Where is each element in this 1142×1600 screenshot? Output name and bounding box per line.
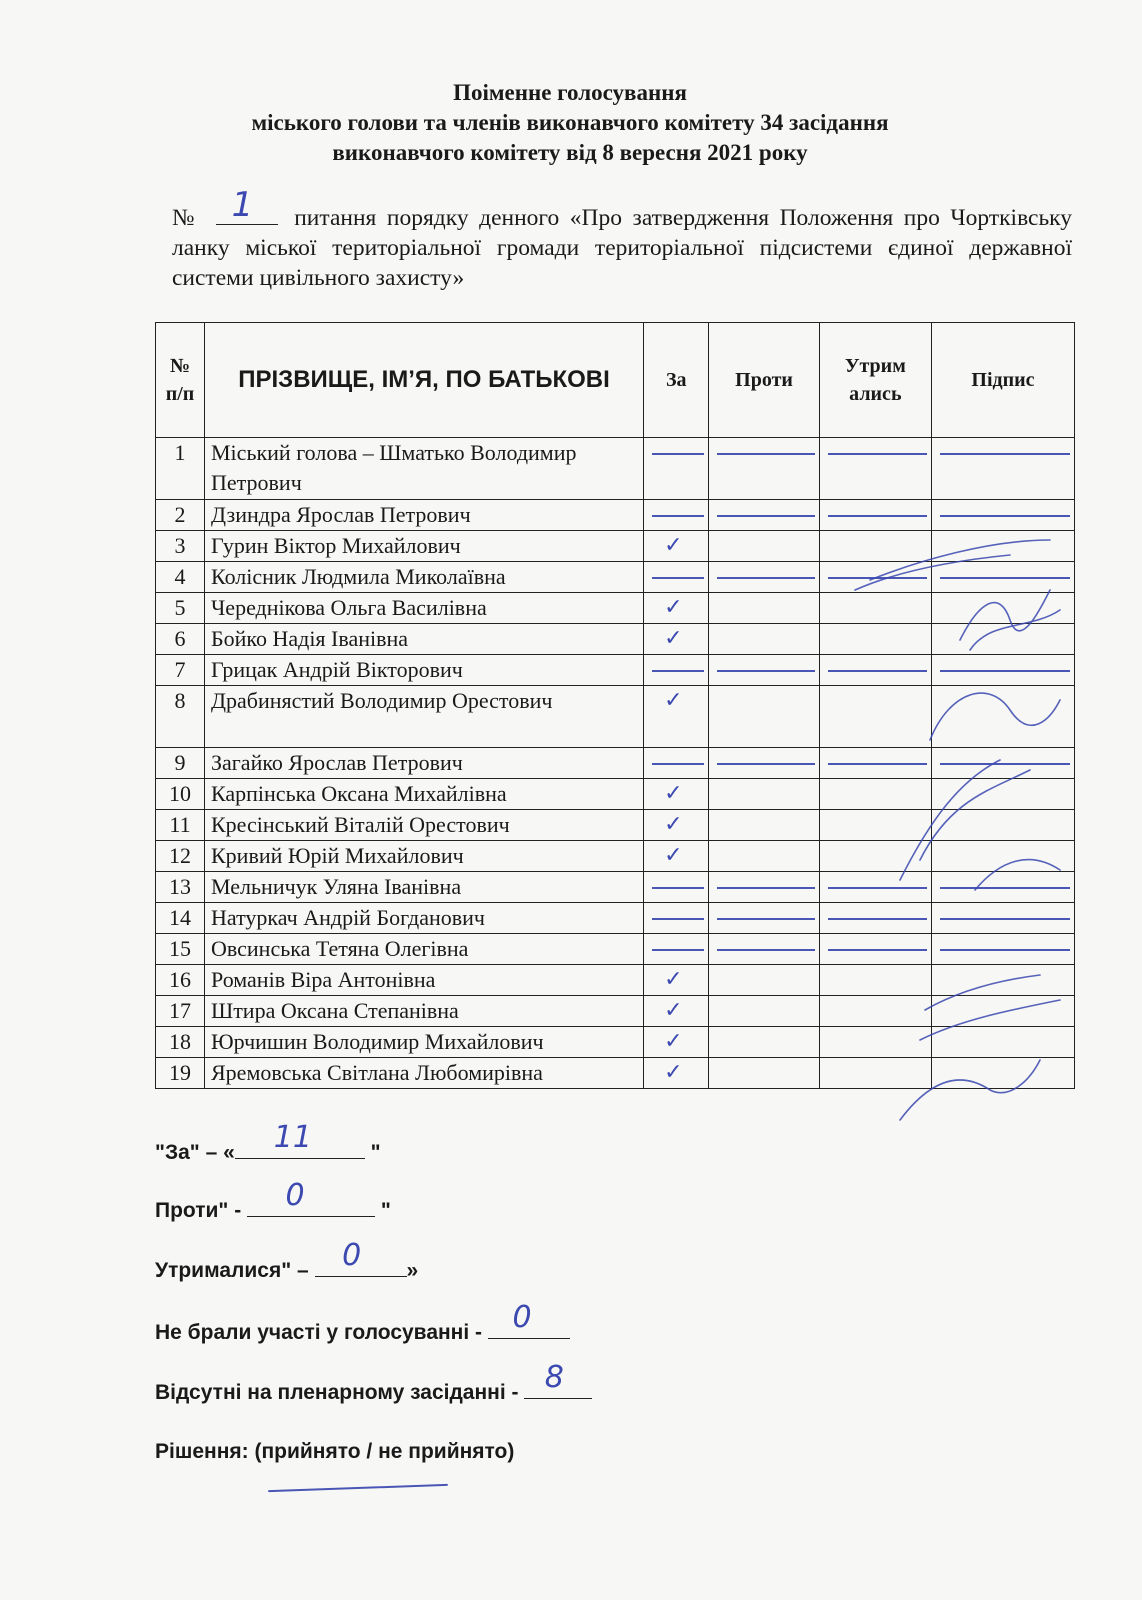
vote-for-cell [644, 965, 709, 996]
checkmark-icon: ✓ [664, 843, 683, 868]
table-row [156, 1027, 1075, 1058]
checkmark-icon: ✓ [664, 781, 683, 806]
absent-dash-line [652, 918, 704, 920]
row-number: 3 [156, 531, 205, 562]
member-name: Гурин Віктор Михайлович [205, 531, 644, 562]
vote-abstained-cell [819, 748, 931, 779]
summary-absent-value: 8 [544, 1360, 564, 1395]
vote-for-cell [644, 748, 709, 779]
vote-against-cell [709, 593, 819, 624]
table-row [156, 593, 1075, 624]
signature-cell [931, 841, 1074, 872]
signature-cell [931, 779, 1074, 810]
vote-for-cell [644, 500, 709, 531]
checkmark-icon: ✓ [664, 533, 683, 558]
vote-against-cell [709, 1058, 819, 1089]
signature-cell [931, 903, 1074, 934]
checkmark-icon: ✓ [664, 812, 683, 837]
signature-cell [931, 500, 1074, 531]
member-name: Драбинястий Володимир Орестович [205, 686, 644, 748]
summary-against-label: Проти" - [155, 1199, 248, 1222]
vote-for-cell [644, 903, 709, 934]
decision-underline-stroke [268, 1484, 448, 1492]
vote-for-cell [644, 841, 709, 872]
absent-dash-line [940, 918, 1070, 920]
vote-abstained-cell [819, 996, 931, 1027]
absent-dash-line [940, 763, 1070, 765]
summary-absent-blank [524, 1360, 592, 1399]
summary-against [155, 1178, 391, 1223]
vote-abstained-cell [819, 438, 931, 500]
absent-dash-line [828, 949, 927, 951]
signature-cell [931, 996, 1074, 1027]
summary-for-label: "За" – « [155, 1141, 235, 1164]
row-number: 15 [156, 934, 205, 965]
row-number: 8 [156, 686, 205, 748]
title-line-2: міського голови та членів виконавчого комітету 34 засідання [251, 110, 889, 135]
member-name: Дзиндра Ярослав Петрович [205, 500, 644, 531]
summary-absent-label: Відсутні на пленарному засіданні - [155, 1381, 525, 1404]
vote-for-cell [644, 934, 709, 965]
member-name: Юрчишин Володимир Михайлович [205, 1027, 644, 1058]
vote-for-cell [644, 562, 709, 593]
vote-for-cell [644, 810, 709, 841]
question-number-blank [216, 185, 278, 225]
absent-dash-line [717, 918, 814, 920]
vote-against-cell [709, 903, 819, 934]
vote-for-cell [644, 655, 709, 686]
vote-abstained-cell [819, 779, 931, 810]
member-name: Натуркач Андрій Богданович [205, 903, 644, 934]
absent-dash-line [652, 763, 704, 765]
absent-dash-line [717, 577, 814, 579]
absent-dash-line [717, 887, 814, 889]
table-row [156, 810, 1075, 841]
member-name: Міський голова – Шматько Володимир Петрович [205, 438, 644, 500]
summary-abstained-label: Утрималися" – [155, 1259, 315, 1282]
table-row [156, 965, 1075, 996]
checkmark-icon: ✓ [664, 595, 683, 620]
summary-abstained-blank [315, 1238, 407, 1277]
row-number: 12 [156, 841, 205, 872]
vote-against-cell [709, 996, 819, 1027]
table-row [156, 934, 1075, 965]
absent-dash-line [717, 763, 814, 765]
row-number: 2 [156, 500, 205, 531]
checkmark-icon: ✓ [664, 688, 683, 713]
vote-abstained-cell [819, 872, 931, 903]
vote-against-cell [709, 624, 819, 655]
absent-dash-line [717, 453, 814, 455]
absent-dash-line [717, 670, 814, 672]
vote-abstained-cell [819, 624, 931, 655]
checkmark-icon: ✓ [664, 626, 683, 651]
vote-abstained-cell [819, 500, 931, 531]
summary-for-value: 11 [273, 1120, 312, 1155]
member-name: Колісник Людмила Миколаївна [205, 562, 644, 593]
header-signature: Підпис [931, 323, 1074, 438]
absent-dash-line [828, 763, 927, 765]
header-abstained: Утрим ались [819, 323, 931, 438]
vote-against-cell [709, 500, 819, 531]
summary-for-blank [235, 1120, 365, 1159]
vote-against-cell [709, 438, 819, 500]
vote-for-cell [644, 779, 709, 810]
row-number: 13 [156, 872, 205, 903]
member-name: Романів Віра Антонівна [205, 965, 644, 996]
row-number: 1 [156, 438, 205, 500]
absent-dash-line [652, 515, 704, 517]
vote-abstained-cell [819, 965, 931, 996]
signature-cell [931, 593, 1074, 624]
vote-against-cell [709, 562, 819, 593]
vote-abstained-cell [819, 1058, 931, 1089]
title-line-3: виконавчого комітету від 8 вересня 2021 року [332, 140, 808, 165]
table-row [156, 872, 1075, 903]
summary-against-blank [247, 1178, 375, 1217]
header-for: За [644, 323, 709, 438]
signature-cell [931, 438, 1074, 500]
absent-dash-line [652, 453, 704, 455]
signature-cell [931, 1027, 1074, 1058]
vote-for-cell [644, 1058, 709, 1089]
question-prefix: № [172, 205, 200, 231]
vote-abstained-cell [819, 841, 931, 872]
summary-not-voting-value: 0 [512, 1300, 532, 1335]
summary-abstained [155, 1238, 419, 1283]
absent-dash-line [828, 887, 927, 889]
vote-for-cell [644, 593, 709, 624]
question-number-handwritten: 1 [231, 185, 254, 225]
summary-absent [155, 1360, 592, 1405]
signature-cell [931, 934, 1074, 965]
absent-dash-line [717, 949, 814, 951]
signature-cell [931, 686, 1074, 748]
row-number: 6 [156, 624, 205, 655]
summary-not-voting-label: Не брали участі у голосуванні - [155, 1321, 488, 1344]
signature-cell [931, 748, 1074, 779]
table-row [156, 624, 1075, 655]
summary-not-voting [155, 1300, 570, 1345]
vote-abstained-cell [819, 903, 931, 934]
signature-cell [931, 1058, 1074, 1089]
absent-dash-line [717, 515, 814, 517]
signature-cell [931, 965, 1074, 996]
vote-for-cell [644, 872, 709, 903]
vote-against-cell [709, 934, 819, 965]
checkmark-icon: ✓ [664, 998, 683, 1023]
member-name: Загайко Ярослав Петрович [205, 748, 644, 779]
table-row [156, 686, 1075, 748]
table-row [156, 841, 1075, 872]
signature-cell [931, 531, 1074, 562]
signature-cell [931, 655, 1074, 686]
title-line-1: Поіменне голосування [453, 80, 687, 105]
vote-for-cell [644, 1027, 709, 1058]
absent-dash-line [940, 887, 1070, 889]
member-name: Кресінський Віталій Орестович [205, 810, 644, 841]
vote-abstained-cell [819, 531, 931, 562]
absent-dash-line [828, 515, 927, 517]
vote-abstained-cell [819, 810, 931, 841]
header-number: № п/п [156, 323, 205, 438]
member-name: Штира Оксана Степанівна [205, 996, 644, 1027]
row-number: 10 [156, 779, 205, 810]
vote-abstained-cell [819, 655, 931, 686]
vote-against-cell [709, 872, 819, 903]
signature-cell [931, 872, 1074, 903]
checkmark-icon: ✓ [664, 967, 683, 992]
row-number: 9 [156, 748, 205, 779]
absent-dash-line [652, 949, 704, 951]
member-name: Бойко Надія Іванівна [205, 624, 644, 655]
table-row [156, 655, 1075, 686]
vote-abstained-cell [819, 562, 931, 593]
row-number: 5 [156, 593, 205, 624]
row-number: 19 [156, 1058, 205, 1089]
vote-against-cell [709, 841, 819, 872]
member-name: Овсинська Тетяна Олегівна [205, 934, 644, 965]
absent-dash-line [652, 887, 704, 889]
table-row [156, 903, 1075, 934]
summary-abstained-value: 0 [342, 1238, 362, 1273]
signature-cell [931, 624, 1074, 655]
member-name: Череднікова Ольга Василівна [205, 593, 644, 624]
row-number: 7 [156, 655, 205, 686]
table-row [156, 531, 1075, 562]
member-name: Карпінська Оксана Михайлівна [205, 779, 644, 810]
row-number: 16 [156, 965, 205, 996]
table-row [156, 748, 1075, 779]
absent-dash-line [828, 577, 927, 579]
table-row [156, 1058, 1075, 1089]
table-row [156, 779, 1075, 810]
absent-dash-line [940, 453, 1070, 455]
question-text: питання порядку денного «Про затвердження Положення про Чортківську ланку міської територіальної громади територіальної підсистеми єдиної державної системи цивільного захисту» [172, 205, 1073, 291]
header-name: ПРІЗВИЩЕ, ІМ’Я, ПО БАТЬКОВІ [205, 323, 644, 438]
absent-dash-line [940, 577, 1070, 579]
vote-for-cell [644, 624, 709, 655]
vote-against-cell [709, 810, 819, 841]
vote-against-cell [709, 1027, 819, 1058]
document-title [120, 78, 1020, 168]
absent-dash-line [652, 577, 704, 579]
vote-abstained-cell [819, 1027, 931, 1058]
member-name: Яремовська Світлана Любомирівна [205, 1058, 644, 1089]
table-row [156, 438, 1075, 500]
summary-not-voting-blank [488, 1300, 570, 1339]
vote-abstained-cell [819, 593, 931, 624]
checkmark-icon: ✓ [664, 1029, 683, 1054]
summary-decision: Рішення: (прийнято / не прийнято) [155, 1440, 515, 1463]
vote-against-cell [709, 686, 819, 748]
header-against: Проти [709, 323, 819, 438]
vote-for-cell [644, 438, 709, 500]
vote-against-cell [709, 531, 819, 562]
vote-against-cell [709, 655, 819, 686]
summary-for-end: " [364, 1141, 381, 1164]
vote-for-cell [644, 531, 709, 562]
vote-for-cell [644, 996, 709, 1027]
summary-abstained-end: » [406, 1259, 419, 1282]
absent-dash-line [828, 918, 927, 920]
agenda-question [172, 185, 1073, 293]
signature-cell [931, 810, 1074, 841]
absent-dash-line [828, 670, 927, 672]
row-number: 18 [156, 1027, 205, 1058]
vote-abstained-cell [819, 934, 931, 965]
vote-against-cell [709, 779, 819, 810]
table-row [156, 562, 1075, 593]
row-number: 11 [156, 810, 205, 841]
vote-abstained-cell [819, 686, 931, 748]
voting-table [155, 322, 1075, 1089]
absent-dash-line [828, 453, 927, 455]
member-name: Грицак Андрій Вікторович [205, 655, 644, 686]
summary-against-end: " [375, 1199, 391, 1222]
vote-against-cell [709, 965, 819, 996]
signature-cell [931, 562, 1074, 593]
member-name: Кривий Юрій Михайлович [205, 841, 644, 872]
table-row [156, 500, 1075, 531]
absent-dash-line [940, 949, 1070, 951]
absent-dash-line [940, 515, 1070, 517]
member-name: Мельничук Уляна Іванівна [205, 872, 644, 903]
summary-for [155, 1120, 381, 1165]
summary-against-value: 0 [285, 1178, 305, 1213]
checkmark-icon: ✓ [664, 1060, 683, 1085]
absent-dash-line [652, 670, 704, 672]
row-number: 17 [156, 996, 205, 1027]
table-row [156, 996, 1075, 1027]
vote-for-cell [644, 686, 709, 748]
vote-against-cell [709, 748, 819, 779]
row-number: 4 [156, 562, 205, 593]
absent-dash-line [940, 670, 1070, 672]
row-number: 14 [156, 903, 205, 934]
